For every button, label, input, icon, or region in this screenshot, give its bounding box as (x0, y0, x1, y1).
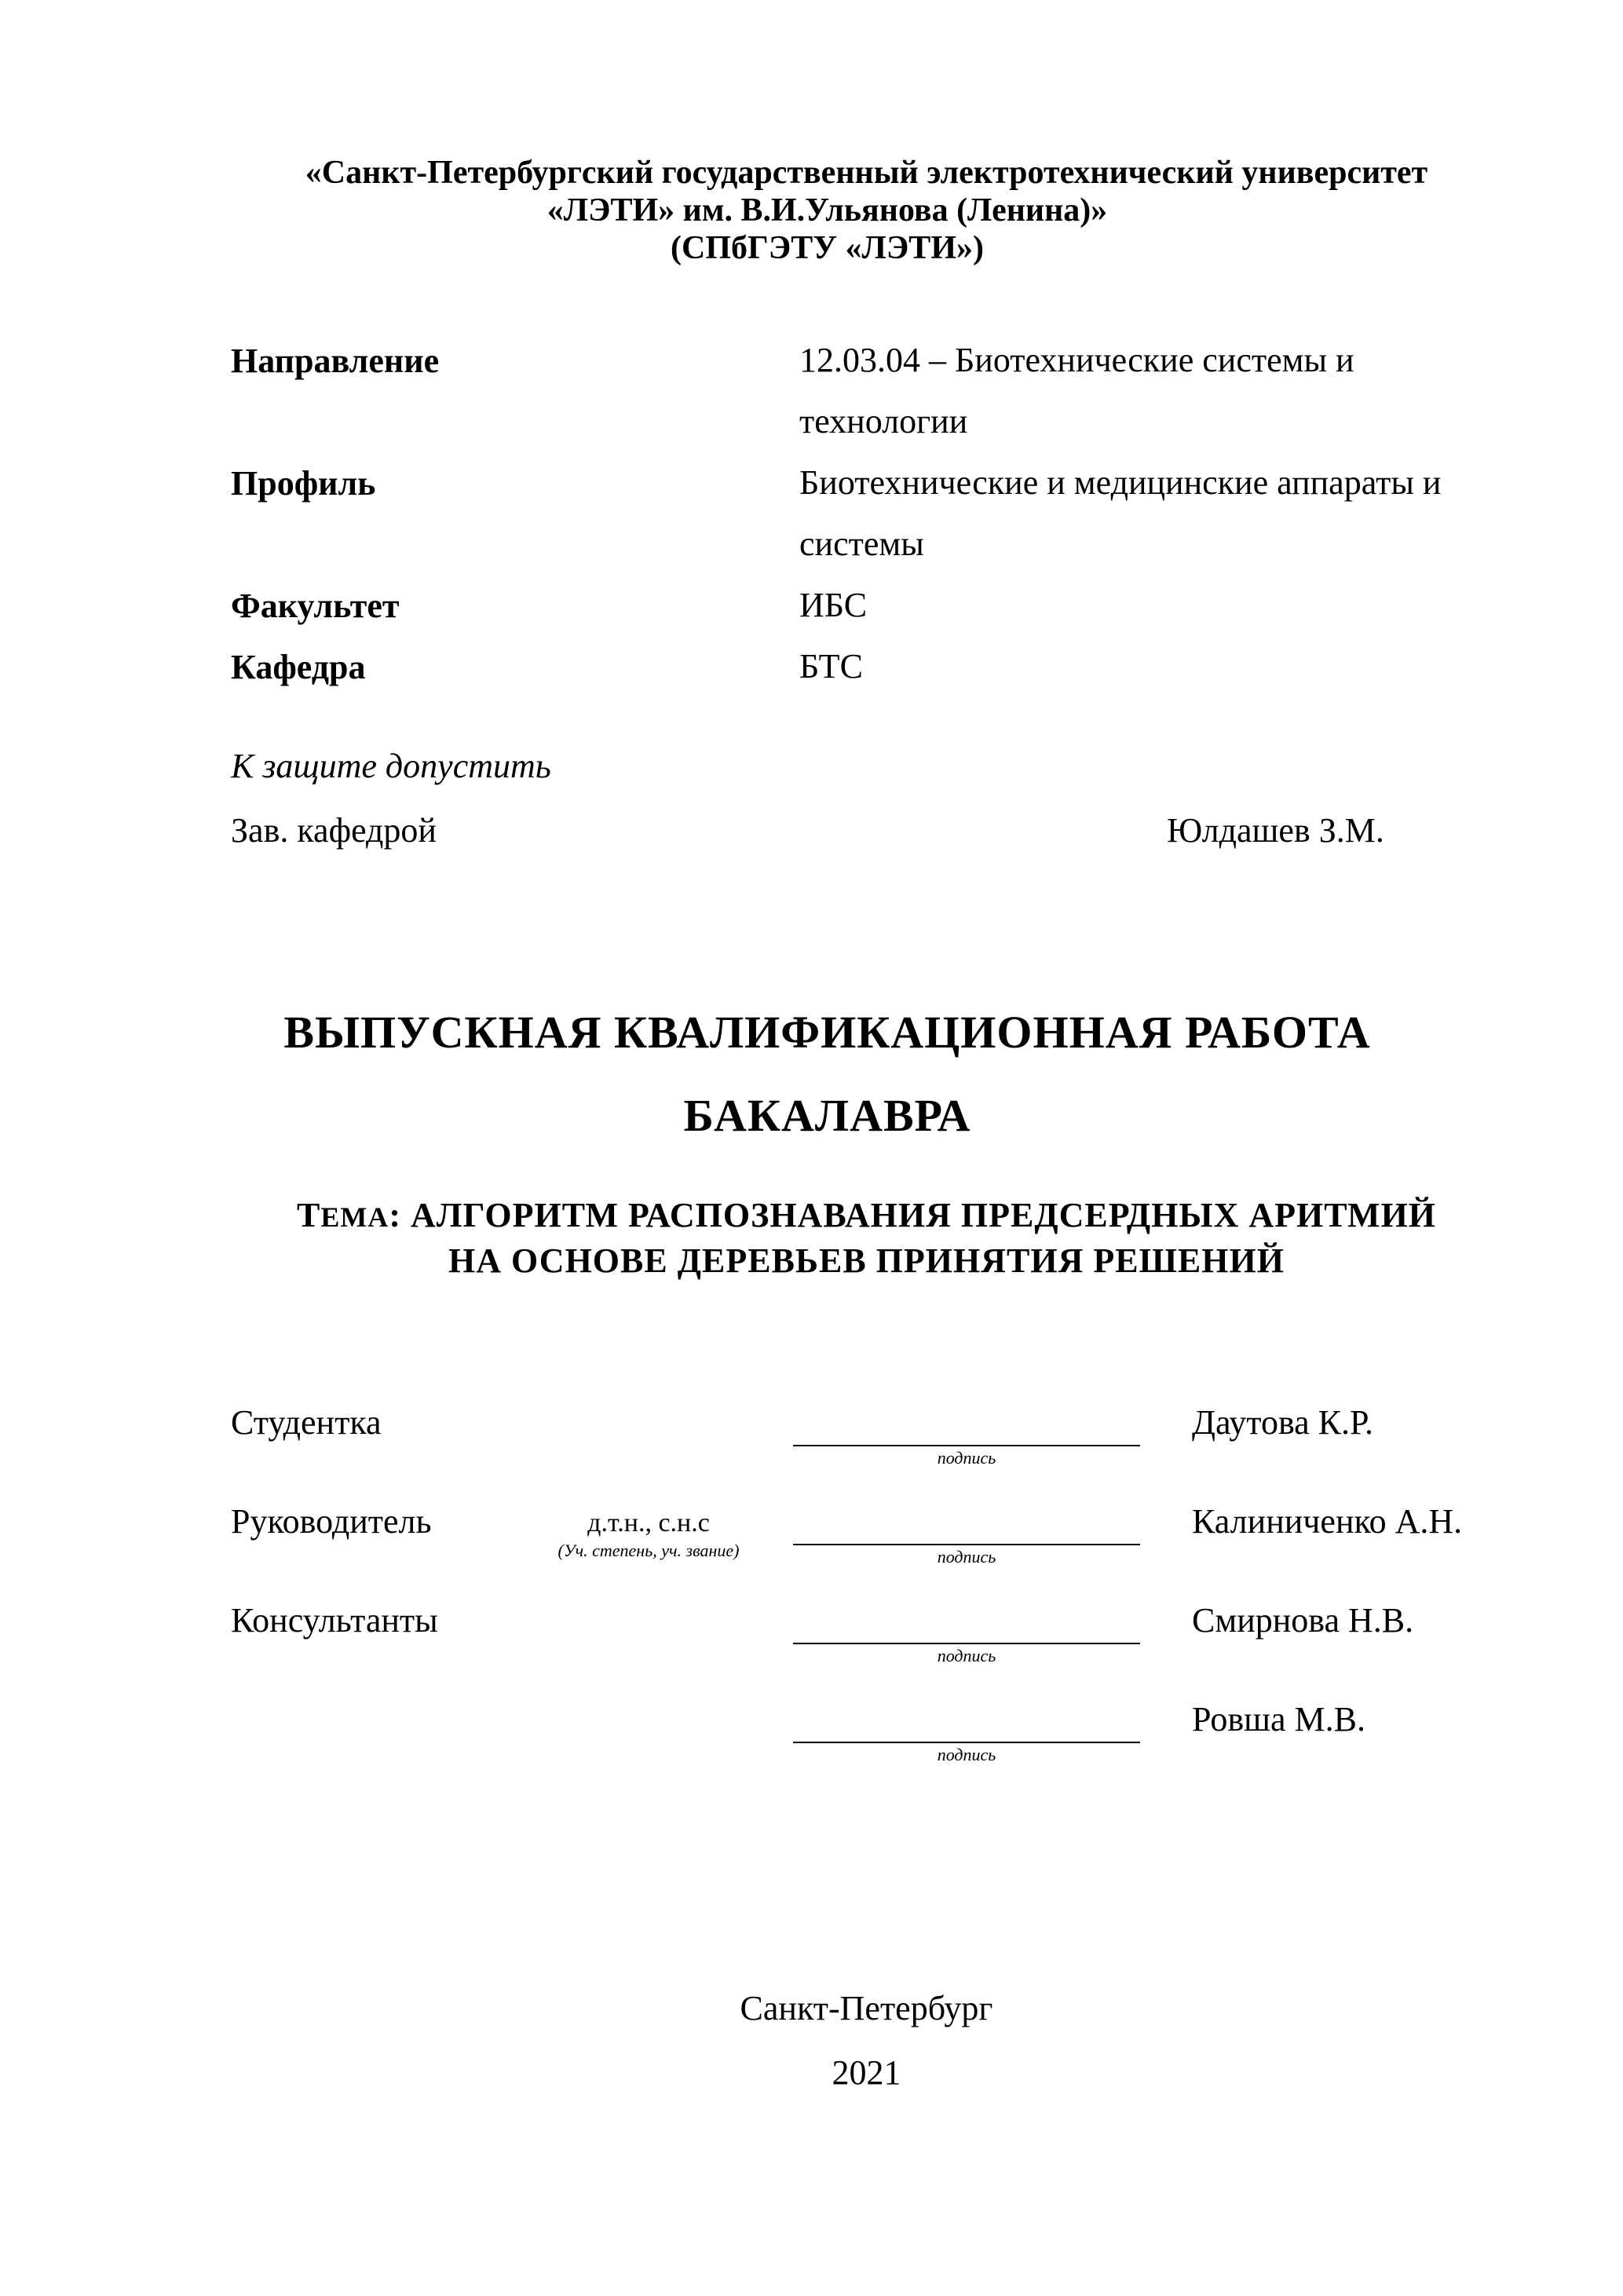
department-label: Кафедра (231, 648, 366, 686)
department-value: БТС (799, 647, 863, 686)
faculty-value: ИБС (799, 586, 868, 624)
work-topic-line1 (110, 1194, 1623, 1239)
consultant1-signature-line (793, 1643, 1140, 1644)
faculty-label: Факультет (231, 587, 400, 625)
work-title-line1: ВЫПУСКНАЯ КВАЛИФИКАЦИОННАЯ РАБОТА (283, 1007, 1371, 1058)
city: Санкт-Петербург (740, 1989, 993, 2027)
supervisor-role: Руководитель (231, 1502, 432, 1541)
consultants-role: Консультанты (231, 1601, 438, 1640)
head-of-department-label: Зав. кафедрой (231, 811, 437, 850)
university-header (0, 154, 1623, 267)
work-title-line2: БАКАЛАВРА (683, 1090, 971, 1141)
university-short-name: (СПбГЭТУ «ЛЭТИ») (671, 230, 984, 266)
topic-prefix-first: Т (296, 1196, 321, 1234)
direction-label: Направление (231, 342, 440, 380)
consultant2-signature-caption: подпись (937, 1745, 996, 1764)
work-topic-line2: НА ОСНОВЕ ДЕРЕВЬЕВ ПРИНЯТИЯ РЕШЕНИЙ (448, 1241, 1285, 1280)
supervisor-signature-line (793, 1544, 1140, 1545)
topic-text-line1: : АЛГОРИТМ РАСПОЗНАВАНИЯ ПРЕДСЕРДНЫХ АРИТМИЙ (389, 1196, 1437, 1234)
profile-value: Биотехнические и медицинские аппараты и системы (799, 463, 1442, 563)
student-role: Студентка (231, 1403, 382, 1442)
supervisor-degree: д.т.н., с.н.с (587, 1508, 710, 1537)
university-name-line2: «ЛЭТИ» им. В.И.Ульянова (Ленина)» (546, 192, 1108, 229)
direction-value: 12.03.04 – Биотехнические системы и технологии (799, 341, 1354, 441)
year: 2021 (832, 2053, 901, 2092)
consultant2-name: Ровша М.В. (1192, 1700, 1366, 1738)
admission-note: К защите допустить (231, 747, 551, 785)
student-name: Даутова К.Р. (1192, 1403, 1373, 1442)
university-name-line1: «Санкт-Петербургский государственный электротехнический университет (305, 155, 1428, 191)
student-signature-line (793, 1445, 1140, 1446)
work-title (0, 991, 1623, 1157)
supervisor-degree-caption: (Уч. степень, уч. звание) (557, 1541, 740, 1560)
profile-label: Профиль (231, 464, 376, 503)
supervisor-name: Калиниченко А.Н. (1192, 1502, 1463, 1541)
consultant1-signature-caption: подпись (937, 1646, 996, 1665)
head-of-department-name: Юлдашев З.М. (1167, 811, 1384, 850)
work-topic (0, 1194, 1623, 1283)
topic-prefix-rest: ЕМА (320, 1201, 389, 1233)
consultant2-signature-line (793, 1742, 1140, 1743)
consultant1-name: Смирнова Н.В. (1192, 1601, 1414, 1640)
supervisor-signature-caption: подпись (937, 1547, 996, 1567)
student-signature-caption: подпись (937, 1448, 996, 1468)
